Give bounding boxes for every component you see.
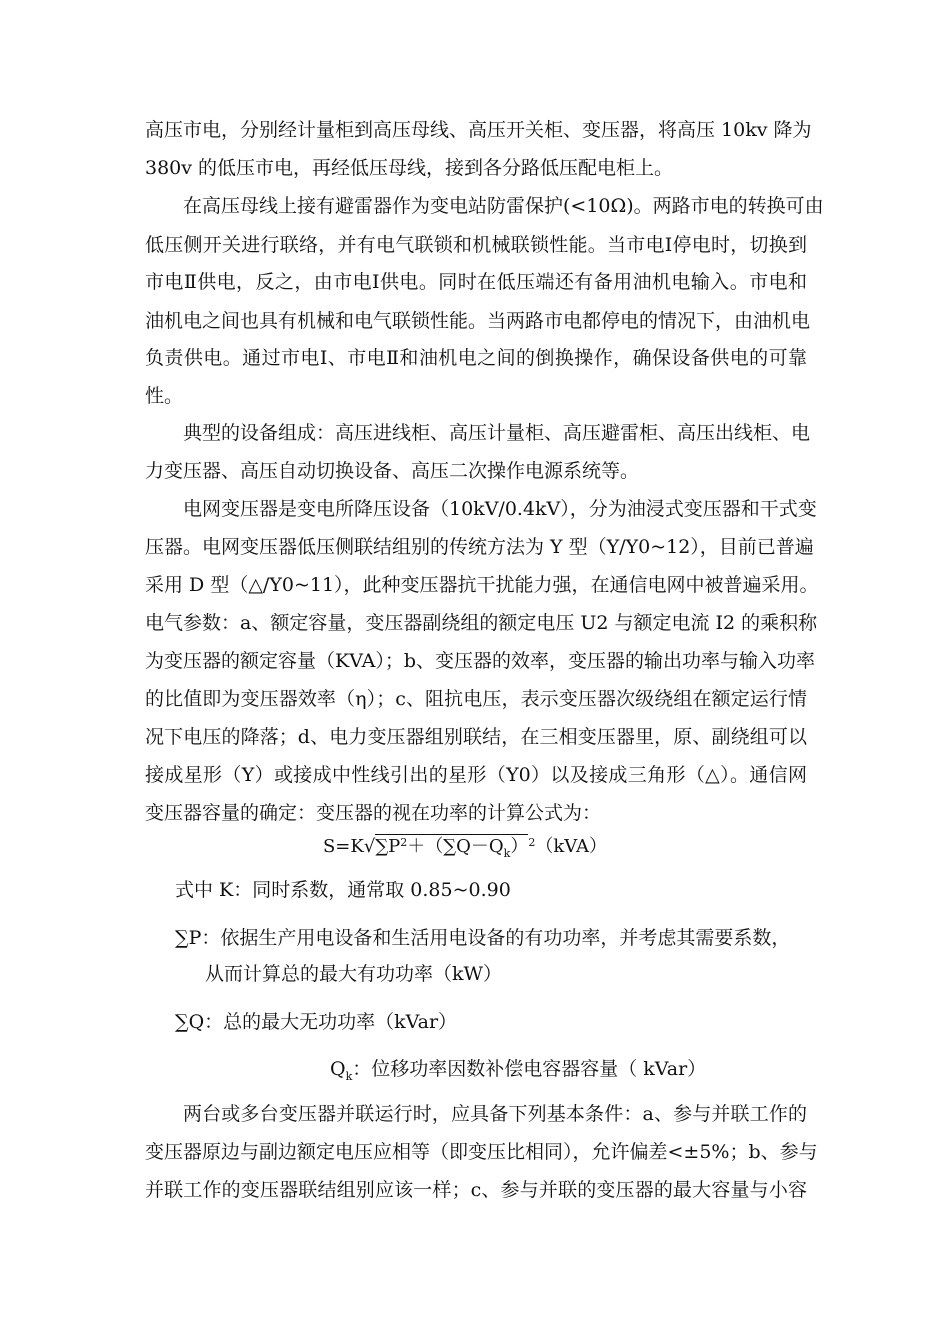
note-qk-sub: k — [345, 1070, 353, 1083]
note-qk-rest: ：位移功率因数补偿电容器容量（ kVar） — [352, 1058, 707, 1080]
para2-line3: 市电Ⅱ供电，反之，由市电Ⅰ供电。同时在低压端还有备用油机电输入。市电和 — [145, 271, 807, 293]
para5-line1: 两台或多台变压器并联运行时，应具备下列基本条件：a、参与并联工作的 — [183, 1103, 807, 1125]
para2-line5: 负责供电。通过市电Ⅰ、市电Ⅱ和油机电之间的倒换操作，确保设备供电的可靠 — [145, 347, 807, 369]
formula-close: ） — [510, 836, 529, 857]
para4-line6: 的比值即为变压器效率（η）；c、阻抗电压，表示变压器次级绕组在额定运行情 — [145, 688, 807, 710]
para4-line3: 采用 D 型（△/Y0~11），此种变压器抗干扰能力强，在通信电网中被普遍采用。 — [145, 574, 819, 596]
para2-line1: 在高压母线上接有避雷器作为变电站防雷保护(<10Ω)。两路市电的转换可由 — [183, 195, 824, 217]
para2-line4: 油机电之间也具有机械和电气联锁性能。当两路市电都停电的情况下，由油机电 — [145, 310, 811, 332]
note-p-line2: 从而计算总的最大有功功率（kW） — [205, 963, 503, 985]
para4-line7: 况下电压的降落；d、电力变压器组别联结，在三相变压器里，原、副绕组可以 — [145, 726, 807, 748]
para4-line5: 为变压器的额定容量（KVA）；b、变压器的效率，变压器的输出功率与输入功率 — [145, 650, 816, 672]
para4-line1: 电网变压器是变电所降压设备（10kV/0.4kV），分为油浸式变压器和干式变 — [183, 498, 817, 520]
formula-sup: 2 — [400, 836, 408, 849]
para1-line1: 高压市电，分别经计量柜到高压母线、高压开关柜、变压器，将高压 10kv 降为 — [145, 119, 812, 141]
para3-line1: 典型的设备组成：高压进线柜、高压计量柜、高压避雷柜、高压出线柜、电 — [183, 422, 811, 444]
para4-line2: 压器。电网变压器低压侧联结组别的传统方法为 Y 型（Y/Y0~12），目前已普遍 — [145, 536, 814, 558]
note-k: 式中 K：同时系数，通常取 0.85~0.90 — [175, 879, 511, 901]
para4-line9: 变压器容量的确定：变压器的视在功率的计算公式为： — [145, 802, 602, 824]
formula-unit: （kVA） — [535, 836, 608, 857]
apparent-power-formula — [0, 831, 940, 866]
para2-line6: 性。 — [145, 385, 184, 407]
formula-lhs: S=K√ — [322, 836, 376, 857]
formula-radicand — [375, 834, 529, 860]
para5-line3: 并联工作的变压器联结组别应该一样；c、参与并联的变压器的最大容量与小容 — [145, 1179, 807, 1201]
note-p-line1: ∑P：依据生产用电设备和生活用电设备的有功功率，并考虑其需要系数， — [175, 927, 791, 949]
para4-line4: 电气参数：a、额定容量，变压器副绕组的额定电压 U2 与额定电流 I2 的乘积称 — [145, 612, 818, 634]
para2-line2: 低压侧开关进行联络，并有电气联锁和机械联锁性能。当市电Ⅰ停电时，切换到 — [145, 234, 807, 256]
note-q: ∑Q：总的最大无功功率（kVar） — [175, 1011, 458, 1033]
para4-line8: 接成星形（Y）或接成中性线引出的星形（Y0）以及接成三角形（△）。通信网 — [145, 764, 807, 786]
para3-line2: 力变压器、高压自动切换设备、高压二次操作电源系统等。 — [145, 460, 640, 482]
formula-sub-k: k — [503, 847, 511, 860]
formula-p: ∑P — [375, 836, 401, 857]
formula-mid: ＋（∑Q－Q — [407, 836, 504, 857]
note-qk-q: Q — [330, 1058, 346, 1080]
para5-line2: 变压器原边与副边额定电压应相等（即变压比相同），允许偏差<±5%；b、参与 — [145, 1141, 818, 1163]
note-qk — [330, 1057, 706, 1089]
para1-line2: 380v 的低压市电，再经低压母线，接到各分路低压配电柜上。 — [145, 157, 674, 179]
formula-sup-outer: 2 — [528, 836, 536, 849]
